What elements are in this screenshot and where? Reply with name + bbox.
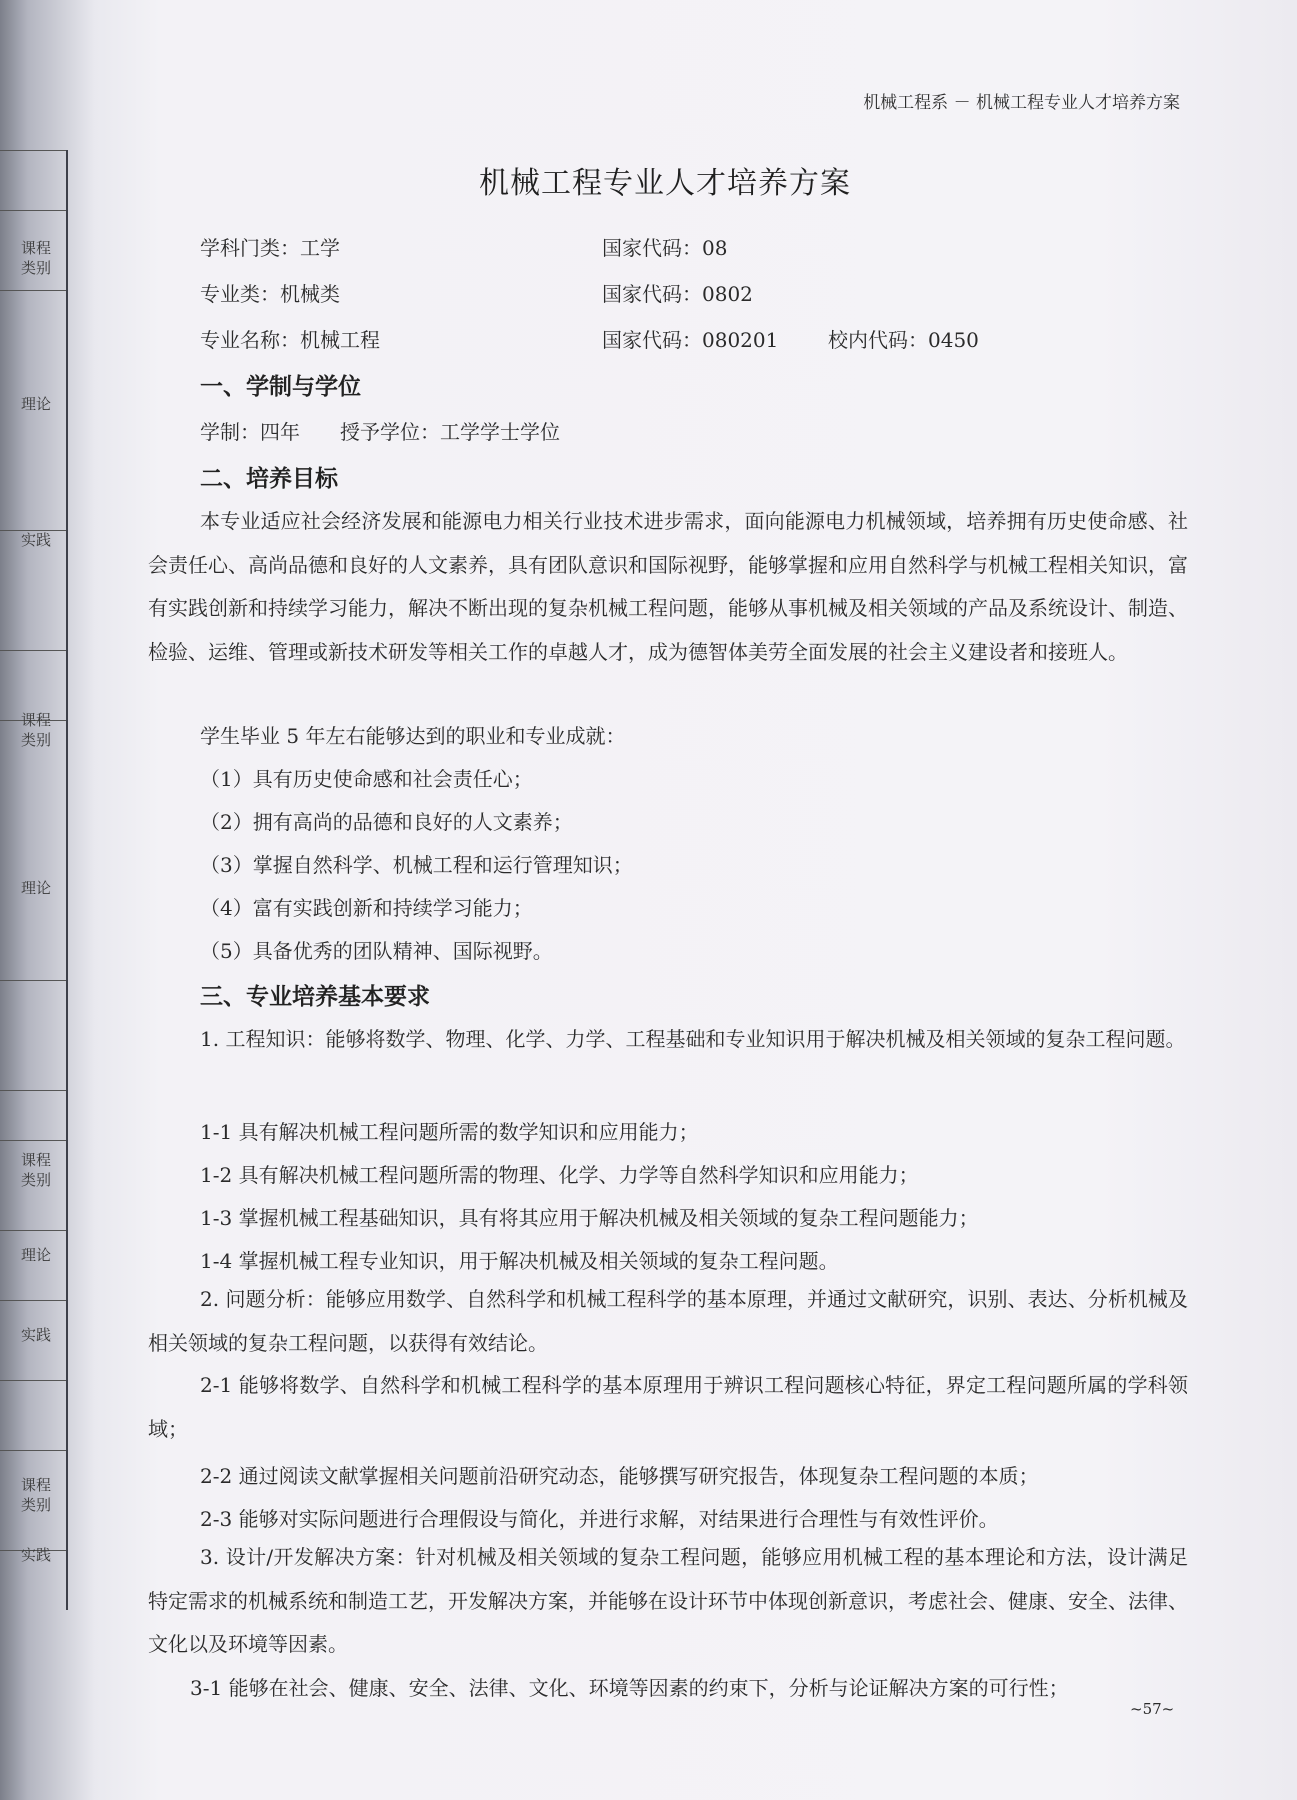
- goal-item: （4）富有实践创新和持续学习能力；: [200, 896, 533, 920]
- requirement-item: 2-1 能够将数学、自然科学和机械工程科学的基本原理用于辨识工程问题核心特征，界定工程问题所属的学科领域；: [148, 1373, 1188, 1441]
- training-goal-paragraph: 本专业适应社会经济发展和能源电力相关行业技术进步需求，面向能源电力机械领域，培养拥有历史使命感、社会责任心、高尚品德和良好的人文素养，具有团队意识和国际视野，能够掌握和应用自然科学与机械工程相关知识，富有实践创新和持续学习能力，解决不断出现的复杂机械工程问题，能够从事机械及相关领域的产品及系统设计、制造、检验、运维、管理或新技术研发等相关工作的卓越人才，成为德智体美劳全面发展的社会主义建设者和接班人。: [148, 509, 1188, 664]
- discipline-code: 国家代码：08: [602, 236, 728, 260]
- prev-label: 理论: [20, 395, 51, 413]
- prev-label: 理论: [20, 1246, 51, 1264]
- previous-page-edge: [0, 150, 68, 1610]
- requirement-item: 1-3 掌握机械工程基础知识，具有将其应用于解决机械及相关领域的复杂工程问题能力；: [200, 1206, 979, 1230]
- prev-label: 课程类别: [20, 1476, 51, 1514]
- section-heading: 二、培养目标: [200, 465, 338, 492]
- duration-degree: 学制：四年 授予学位：工学学士学位: [200, 420, 560, 444]
- major-name: 专业名称：机械工程: [200, 328, 380, 352]
- requirement-item: 1-4 掌握机械工程专业知识，用于解决机械及相关领域的复杂工程问题。: [200, 1249, 839, 1273]
- goal-item: （3）掌握自然科学、机械工程和运行管理知识；: [200, 853, 633, 877]
- prev-label: 课程类别: [20, 1151, 51, 1189]
- requirement-item: 1-1 具有解决机械工程问题所需的数学知识和应用能力；: [200, 1120, 699, 1144]
- requirement-paragraph: 1. 工程知识：能够将数学、物理、化学、力学、工程基础和专业知识用于解决机械及相关领域的复杂工程问题。: [200, 1027, 1186, 1051]
- running-header: 机械工程系 － 机械工程专业人才培养方案: [863, 93, 1180, 113]
- goal-item: （5）具备优秀的团队精神、国际视野。: [200, 939, 553, 963]
- prev-label: 实践: [20, 1326, 51, 1344]
- section-heading: 一、学制与学位: [200, 373, 361, 400]
- page-title: 机械工程专业人才培养方案: [479, 166, 851, 201]
- prev-label: 课程类别: [20, 239, 51, 277]
- prev-label: 课程类别: [20, 711, 51, 749]
- school-code: 校内代码：0450: [828, 328, 979, 352]
- goal-intro: 学生毕业 5 年左右能够达到的职业和专业成就：: [200, 724, 626, 748]
- requirement-item: 2-3 能够对实际问题进行合理假设与简化，并进行求解，对结果进行合理性与有效性评价。: [200, 1507, 999, 1531]
- requirement-item: 2-2 通过阅读文献掌握相关问题前沿研究动态，能够撰写研究报告，体现复杂工程问题的本质；: [200, 1464, 1039, 1488]
- page-number: ~57~: [1130, 1700, 1175, 1718]
- requirement-paragraph: 3. 设计/开发解决方案：针对机械及相关领域的复杂工程问题，能够应用机械工程的基本理论和方法，设计满足特定需求的机械系统和制造工艺，开发解决方案，并能够在设计环节中体现创新意识，考虑社会、健康、安全、法律、文化以及环境等因素。: [148, 1545, 1188, 1656]
- major-class-code: 国家代码：0802: [602, 282, 753, 306]
- requirement-item: 3-1 能够在社会、健康、安全、法律、文化、环境等因素的约束下，分析与论证解决方案的可行性；: [190, 1676, 1069, 1700]
- requirement-paragraph: 2. 问题分析：能够应用数学、自然科学和机械工程科学的基本原理，并通过文献研究，识别、表达、分析机械及相关领域的复杂工程问题，以获得有效结论。: [148, 1287, 1188, 1355]
- goal-item: （1）具有历史使命感和社会责任心；: [200, 767, 533, 791]
- requirement-item: 1-2 具有解决机械工程问题所需的物理、化学、力学等自然科学知识和应用能力；: [200, 1163, 919, 1187]
- major-code: 国家代码：080201: [602, 328, 779, 352]
- major-class: 专业类：机械类: [200, 282, 340, 306]
- prev-label: 理论: [20, 879, 51, 897]
- section-heading: 三、专业培养基本要求: [200, 983, 430, 1010]
- prev-label: 实践: [20, 531, 51, 549]
- goal-item: （2）拥有高尚的品德和良好的人文素养；: [200, 810, 573, 834]
- prev-label: 实践: [20, 1546, 51, 1564]
- discipline-category: 学科门类：工学: [200, 236, 340, 260]
